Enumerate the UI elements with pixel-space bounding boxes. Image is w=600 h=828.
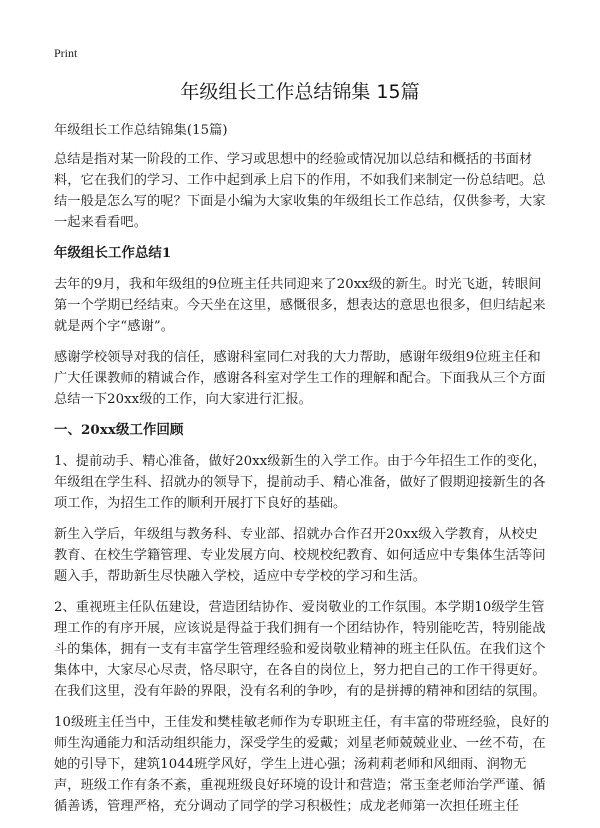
intro-paragraph: 总结是指对某一阶段的工作、学习或思想中的经验或情况加以总结和概括的书面材料，它在我们的学习、工作中起到承上启下的作用，不如我们来制定一份总结吧。总结一般是怎么写的呢？下面是小编为大家收集的年级组长工作总结，仅供参考，大家一起来看看吧。 [54, 152, 546, 230]
paragraph-4: 新生入学后，年级组与教务科、专业部、招就办合作召开20xx级入学教育，从校史教育、在校生学籍管理、专业发展方向、校规校纪教育、如何适应中专集体生活等问题入手，帮助新生尽快融入学校，适应中专学校的学习和生活。 [54, 527, 546, 584]
section-heading: 年级组长工作总结1 [54, 245, 172, 261]
paragraph-2: 感谢学校领导对我的信任，感谢科室同仁对我的大力帮助，感谢年级组9位班主任和广大任课教师的精诚合作，感谢各科室对学生工作的理解和配合。下面我从三个方面总结一下20xx级的工作，向大家进行汇报。 [54, 350, 546, 407]
paragraph-3: 1、提前动手、精心准备，做好20xx级新生的入学工作。由于今年招生工作的变化，年级组在学生科、招就办的领导下，提前动手、精心准备，做好了假期迎接新生的各项工作，为招生工作的顺利开展打下良好的基础。 [54, 454, 547, 511]
page-title: 年级组长工作总结锦集 15篇 [180, 81, 420, 103]
subheading-review: 一、20xx级工作回顾 [54, 422, 184, 438]
paragraph-5: 2、重视班主任队伍建设，营造团结协作、爱岗敬业的工作氛围。本学期10级学生管理工作的有序开展，应该说是得益于我们拥有一个团结协作，特别能吃苦，特别能战斗的集体，拥有一支有丰富学生管理经验和爱岗敬业精神的班主任队伍。在我们这个集体中，大家尽心尽责，恪尽职守，在各自的岗位上，努力把自己的工作干得更好。在我们这里，没有年龄的界限，没有名利的争吵，有的是拼搏的精神和团结的氛围。 [54, 600, 546, 699]
paragraph-6: 10级班主任当中，王佳发和樊桂敏老师作为专职班主任，有丰富的带班经验，良好的师生沟通能力和活动组织能力，深受学生的爱戴；刘星老师兢兢业业、一丝不苟，在她的引导下，建筑1044班学风好，学生上进心强；汤莉莉老师和风细雨、润物无声，班级工作有条不紊，重视班级良好环境的设计和营造；常玉奎老师治学严谨、循循善诱，管理严格，充分调动了同学的学习积极性；成龙老师第一次担任班主任 [54, 715, 550, 814]
paragraph-1: 去年的9月，我和年级组的9位班主任共同迎来了20xx级的新生。时光飞逝，转眼间第一个学期已经结束。今天坐在这里，感慨很多，想表达的意思也很多，但归结起来就是两个字“感谢”。 [54, 277, 546, 334]
document-body [54, 120, 550, 827]
print-label[interactable]: Print [54, 46, 78, 60]
document-subtitle: 年级组长工作总结锦集(15篇) [54, 123, 228, 138]
